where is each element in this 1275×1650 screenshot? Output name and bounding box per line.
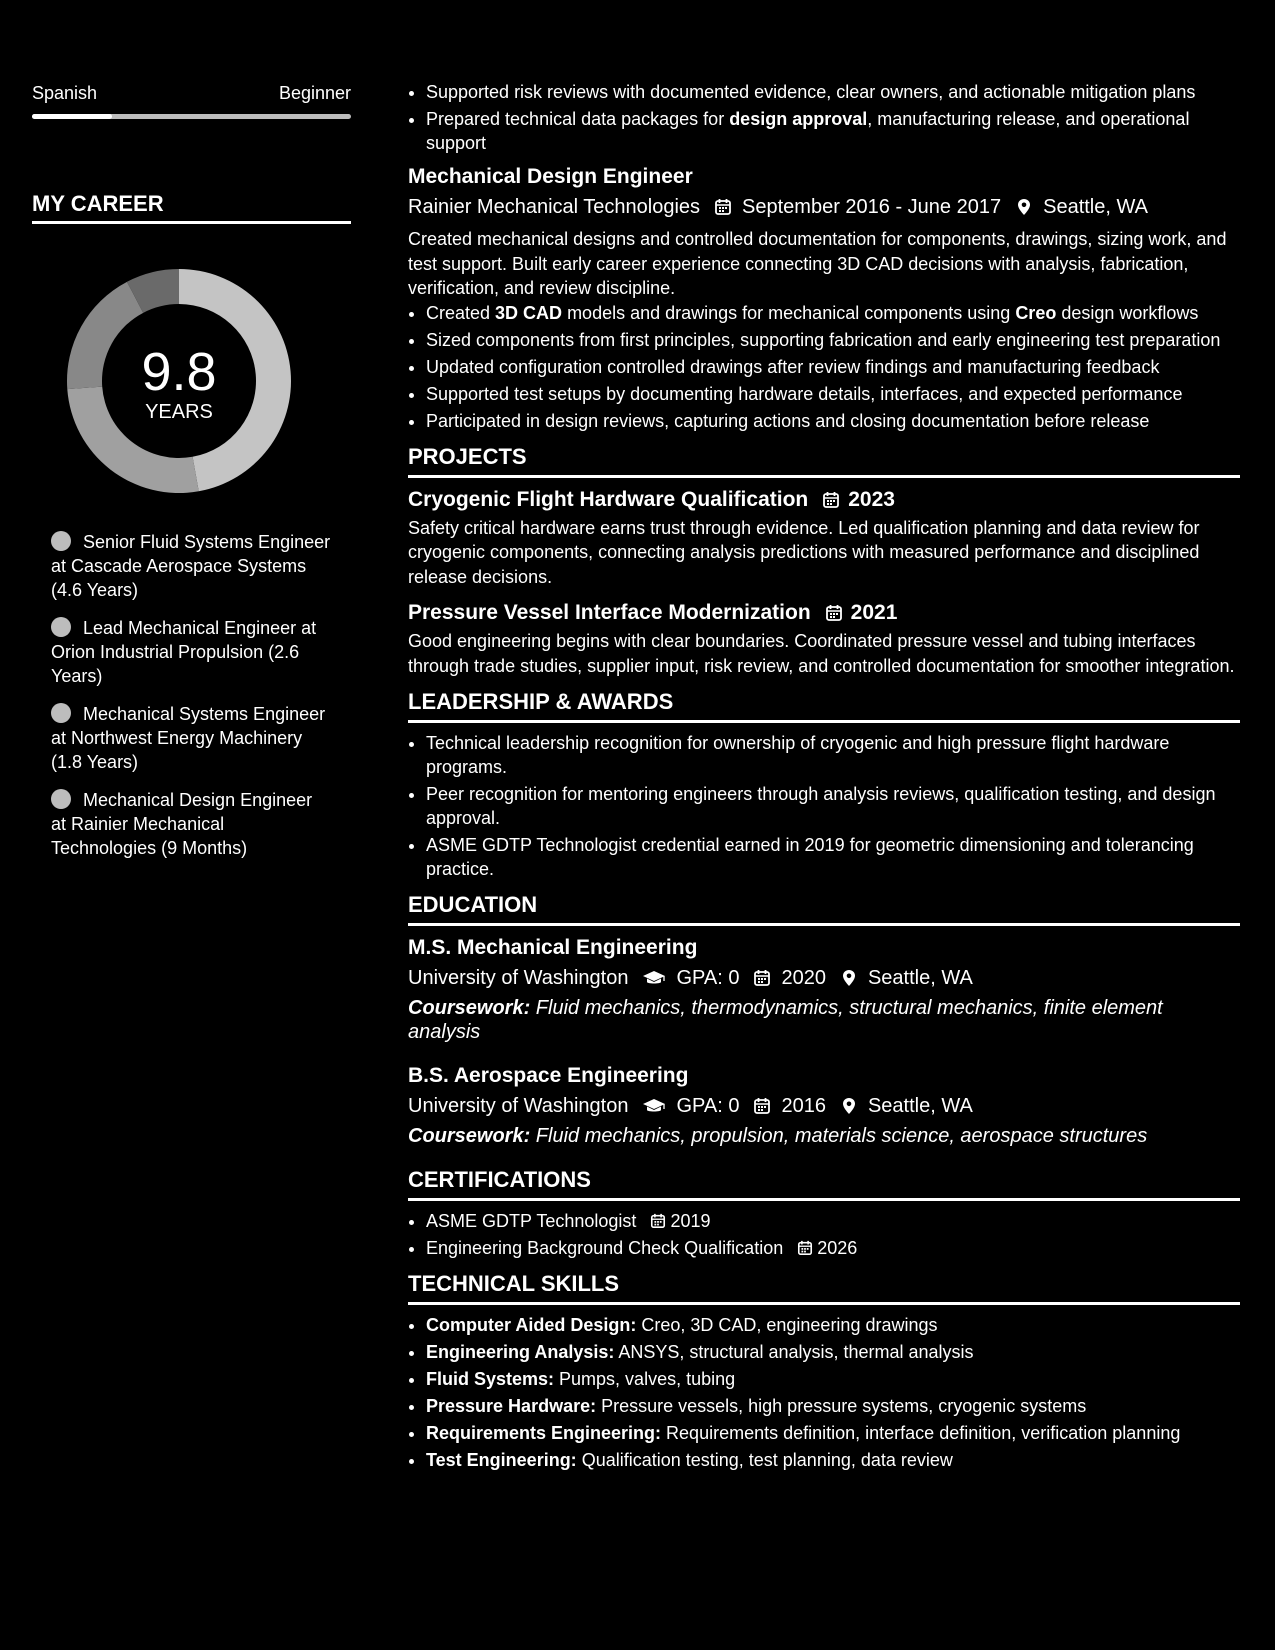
list-item: • Participated in design reviews, capturing actions and closing documentation before release [426,409,1240,433]
cert-year: 2019 [670,1211,711,1231]
certifications-heading: CERTIFICATIONS [408,1166,1240,1201]
education-year: 2016 [781,1095,826,1117]
career-item-text: Mechanical Systems Engineer at Northwest Energy Machinery (1.8 Years) [51,704,326,772]
skill-value: Requirements definition, interface definition, verification planning [661,1423,1181,1443]
total-years-value: 9.8 [141,342,217,402]
leadership-heading: LEADERSHIP & AWARDS [408,688,1240,723]
list-item: • Supported risk reviews with documented evidence, clear owners, and actionable mitigation plans [426,80,1240,104]
list-item: • ASME GDTP Technologist credential earned in 2019 for geometric dimensioning and tolerancing practice. [426,833,1240,881]
project-title [408,599,1240,627]
education-meta [408,964,1240,992]
bold-segment: design approval [729,109,868,129]
calendar-icon [822,491,840,509]
sidebar [32,80,351,874]
job-dates: September 2016 - June 2017 [742,196,1002,218]
list-item: • Sized components from first principles, supporting fabrication and early engineering test preparation [426,328,1240,352]
calendar-icon [714,198,732,216]
graduation-cap-icon [642,1097,666,1115]
career-item [51,702,331,774]
projects-heading: PROJECTS [408,443,1240,478]
project-year: 2021 [850,601,898,624]
text-segment: design workflows [1056,302,1199,323]
skill-value: Pressure vessels, high pressure systems, cryogenic systems [596,1396,1087,1416]
education-location: Seattle, WA [867,1095,973,1117]
skill-label: Test Engineering: [426,1450,577,1470]
education-meta [408,1092,1240,1120]
job-title: Mechanical Design Engineer [408,165,693,188]
calendar-icon [797,1240,813,1256]
skills-list [408,1313,1240,1472]
career-item [51,616,331,688]
project-name: Pressure Vessel Interface Modernization [408,601,811,624]
cert-row [426,1236,1240,1260]
text-segment: Prepared technical data packages for [426,109,730,129]
language-row [32,80,351,106]
total-years-label: YEARS [145,401,213,423]
career-item [51,530,331,602]
text-segment: Created [426,302,496,323]
skill-label: Fluid Systems: [426,1369,555,1389]
list-item [426,1340,1240,1364]
calendar-icon [825,604,843,622]
job-summary: Created mechanical designs and controlled documentation for components, drawings, sizing work, and test support. Built early career experience connecting 3D CAD decisions with analysis, fabrication, verification, and review discipline. [408,229,1227,298]
career-item-text: Senior Fluid Systems Engineer at Cascade Aerospace Systems (4.6 Years) [51,532,331,600]
map-pin-icon [840,1097,858,1115]
education-year: 2020 [781,967,826,989]
list-item: • Technical leadership recognition for ownership of cryogenic and high pressure flight hardware programs. [426,731,1240,779]
list-item [426,1236,1240,1260]
job-location: Seattle, WA [1043,196,1148,218]
school-name: University of Washington [408,1095,629,1117]
job-bullets [408,301,1240,433]
list-item: • Peer recognition for mentoring engineers through analysis reviews, qualification testing, and design approval. [426,782,1240,830]
coursework-label: Coursework: [408,1125,531,1147]
career-heading: MY CAREER [32,191,351,224]
project-year: 2023 [848,487,895,511]
legend-dot [51,617,71,637]
list-item [426,1394,1240,1418]
language-proficiency-bar [32,114,351,119]
skill-value: Creo, 3D CAD, engineering drawings [636,1315,938,1335]
school-name: University of Washington [408,967,629,989]
legend-dot [51,703,71,723]
skill-value: ANSYS, structural analysis, thermal analysis [614,1342,974,1362]
cert-year: 2026 [817,1238,858,1258]
career-donut-chart [66,268,292,494]
legend-dot [51,531,71,551]
graduation-cap-icon [642,969,666,987]
job-company: Rainier Mechanical Technologies [408,196,701,218]
education-location: Seattle, WA [867,967,973,989]
bold-segment: Creo [1015,302,1057,323]
skill-label: Requirements Engineering: [426,1423,662,1443]
calendar-icon [753,1097,771,1115]
coursework [408,1124,1240,1148]
degree-title: M.S. Mechanical Engineering [408,936,698,959]
cert-name: • ASME GDTP Technologist [426,1211,637,1231]
language-level: Beginner [278,83,351,103]
list-item: • Supported test setups by documenting hardware details, interfaces, and expected performance [426,382,1240,406]
project-title [408,486,1240,514]
list-item: • Updated configuration controlled drawings after review findings and manufacturing feedback [426,355,1240,379]
degree-title: B.S. Aerospace Engineering [408,1064,689,1087]
main-content [408,80,1240,1475]
skill-value: Qualification testing, test planning, data review [576,1450,953,1470]
gpa: GPA: 0 [676,967,740,989]
list-item [426,1209,1240,1233]
map-pin-icon [1015,198,1033,216]
calendar-icon [753,969,771,987]
legend-dot [51,789,71,809]
list-item [426,107,1240,155]
education-heading: EDUCATION [408,891,1240,926]
coursework-text: Fluid mechanics, propulsion, materials science, aerospace structures [530,1125,1148,1147]
gpa: GPA: 0 [676,1095,740,1117]
career-item [51,788,331,860]
skill-label: Computer Aided Design: [426,1315,637,1335]
donut-center [66,344,292,424]
job-meta [408,193,1240,221]
text-segment: models and drawings for mechanical components using [562,302,1016,323]
career-list [51,530,331,860]
coursework [408,996,1240,1044]
career-item-text: Mechanical Design Engineer at Rainier Mechanical Technologies (9 Months) [51,790,313,858]
skill-label: Pressure Hardware: [426,1396,597,1416]
coursework-text: Fluid mechanics, thermodynamics, structural mechanics, finite element analysis [408,997,1163,1043]
project-description: Good engineering begins with clear boundaries. Coordinated pressure vessel and tubing interfaces through trade studies, supplier input, risk review, and controlled documentation for smoother integration. [408,631,1235,676]
cert-row [426,1209,1240,1233]
text-segment: , manufacturing release, and operational support [426,109,1190,153]
project-description: Safety critical hardware earns trust through evidence. Led qualification planning and data review for cryogenic components, connecting analysis predictions with measured performance and disciplined release decisions. [408,517,1200,587]
map-pin-icon [840,969,858,987]
skill-value: Pumps, valves, tubing [554,1369,736,1389]
certifications-list [408,1209,1240,1260]
list-item [426,301,1240,325]
coursework-label: Coursework: [408,997,531,1019]
calendar-icon [650,1213,666,1229]
leadership-list [408,731,1240,881]
bold-segment: 3D CAD [495,302,563,323]
skills-heading: TECHNICAL SKILLS [408,1270,1240,1305]
language-proficiency-fill [32,114,112,119]
list-item [426,1313,1240,1337]
project-name: Cryogenic Flight Hardware Qualification [408,487,809,511]
previous-job-bullets [408,80,1240,155]
list-item [426,1367,1240,1391]
cert-name: • Engineering Background Check Qualification [426,1238,784,1258]
skill-label: Engineering Analysis: [426,1342,615,1362]
list-item [426,1448,1240,1472]
list-item [426,1421,1240,1445]
language-name: Spanish [32,83,98,103]
career-item-text: Lead Mechanical Engineer at Orion Industrial Propulsion (2.6 Years) [51,618,317,686]
